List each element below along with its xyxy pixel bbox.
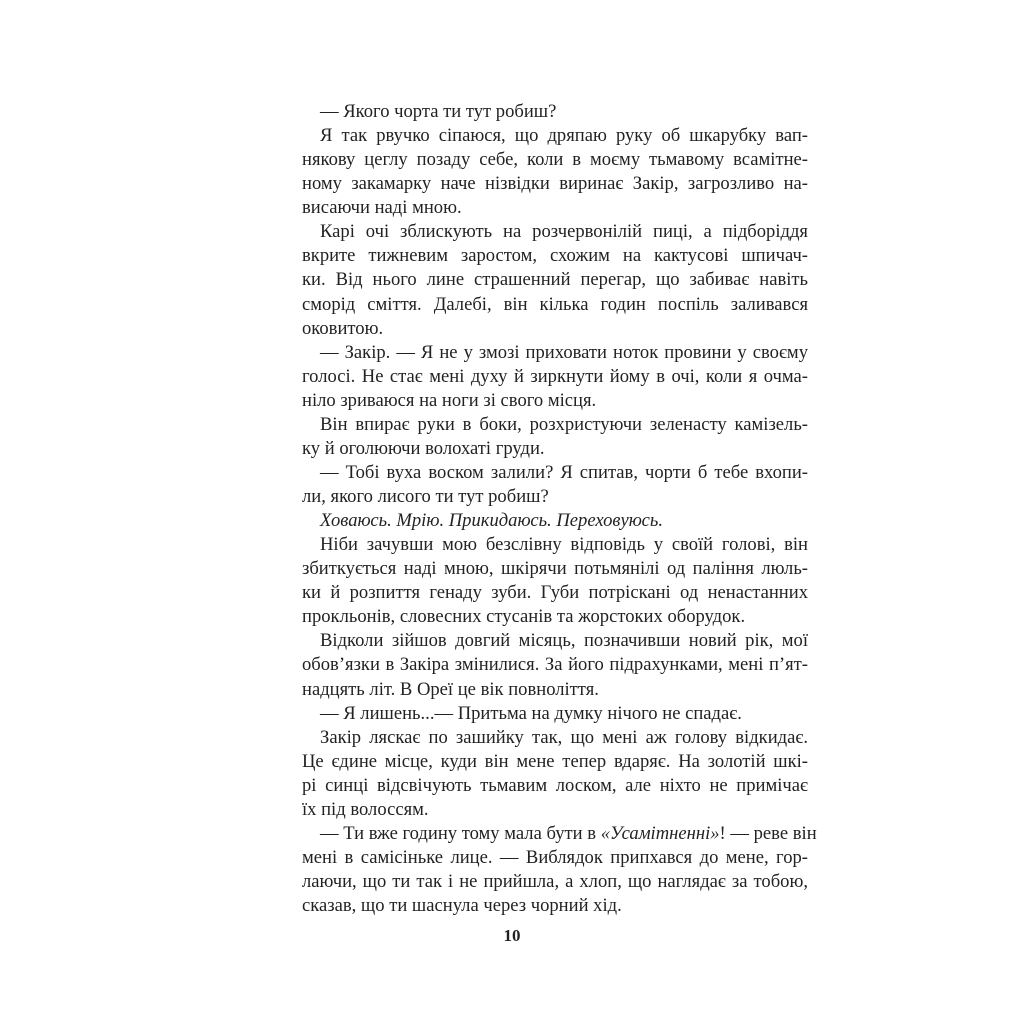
text-line: вкрите тижневим заростом, схожим на кактусові шпичач-	[302, 245, 808, 267]
paragraph-7-italic-thought	[284, 509, 808, 533]
text-line: їх під волоссям.	[302, 798, 429, 820]
text-line: Це єдине місце, куди він мене тепер вдаряє. На золотій шкі-	[302, 750, 808, 772]
paragraph-8	[284, 533, 808, 629]
paragraph-2	[284, 124, 808, 220]
page-number: 10	[503, 926, 521, 945]
text-line: — Закір. — Я не у змозі приховати ноток провини у своєму	[320, 341, 808, 363]
paragraph-10	[284, 702, 808, 726]
text-run: ! — реве він	[719, 822, 817, 844]
text-line: сморід сміття. Далебі, він кілька годин поспіль заливався	[302, 293, 808, 315]
paragraph-12	[284, 822, 817, 918]
text-line: лаючи, що ти так і не прийшла, а хлоп, що наглядає за тобою,	[302, 871, 808, 892]
text-line: оковитою.	[302, 317, 384, 339]
paragraph-3	[284, 220, 808, 340]
text-line: Він впирає руки в боки, розхристуючи зеленасту камізель-	[320, 413, 808, 435]
text-line: голосі. Не стає мені духу й зиркнути йому в очі, коли я очма-	[302, 365, 808, 387]
text-line: Закір ляскає по зашийку так, що мені аж голову відкидає.	[320, 726, 808, 748]
text-line: — Тобі вуха воском залили? Я спитав, чорти б тебе вхопи-	[320, 461, 808, 483]
text-line: ли, якого лисого ти тут робиш?	[302, 486, 549, 507]
paragraph-9	[284, 629, 808, 701]
text-line: Ніби зачувши мою безслівну відповідь у своїй голові, він	[320, 534, 808, 556]
text-line: — Якого чорта ти тут робиш?	[320, 101, 557, 122]
paragraph-5	[284, 413, 808, 461]
text-line: ки. Від нього лине страшенний перегар, що забиває навіть	[302, 269, 808, 291]
paragraph-4	[284, 341, 808, 413]
paragraph-1	[284, 100, 808, 124]
text-line: ніло зриваюся на ноги зі свого місця.	[302, 389, 597, 411]
paragraph-6	[284, 461, 808, 509]
text-run: — Ти вже годину тому мала бути в	[320, 822, 601, 844]
book-page-body	[284, 100, 817, 918]
text-line: прокльонів, словесних стусанів та жорстоких оборудок.	[302, 606, 746, 628]
text-line: — Я лишень...— Притьма на думку нічого не спадає.	[320, 702, 742, 724]
text-line: ку й оголюючи волохаті груди.	[302, 437, 545, 459]
text-line: Ховаюсь. Мрію. Прикидаюсь. Переховуюсь.	[320, 510, 663, 532]
italic-title-usamitnenni: «Усамітненні»	[600, 822, 720, 844]
text-line: мені в самісіньке лице. — Виблядок припхався до мене, гор-	[302, 846, 808, 868]
text-line: збиткується наді мною, шкірячи потьмянілі од паління люль-	[302, 558, 808, 580]
paragraph-11	[284, 726, 808, 822]
text-line: обов’язки в Закіра змінилися. За його підрахунками, мені п’ят-	[302, 654, 808, 676]
text-line: сказав, що ти шаснула через чорний хід.	[302, 895, 622, 917]
text-line: ки й розпиття генаду зуби. Губи потріскані од ненастанних	[302, 582, 808, 604]
text-line: ному закамарку наче нізвідки виринає Закір, загрозливо на-	[302, 173, 808, 195]
text-line	[284, 822, 817, 846]
text-line: Відколи зійшов довгий місяць, позначивши новий рік, мої	[320, 630, 808, 652]
text-line: Карі очі зблискують на розчервонілій пиці, а підборіддя	[320, 221, 808, 243]
text-line: рі синці відсвічують тьмавим лоском, але ніхто не примічає	[302, 774, 808, 796]
text-line: някову цеглу позаду себе, коли в моєму тьмавому всамітне-	[302, 149, 808, 171]
text-line: надцять літ. В Ореї це вік повноліття.	[302, 678, 599, 700]
text-line: Я так рвучко сіпаюся, що дряпаю руку об шкарубку вап-	[320, 125, 808, 147]
text-line: висаючи наді мною.	[302, 197, 462, 219]
